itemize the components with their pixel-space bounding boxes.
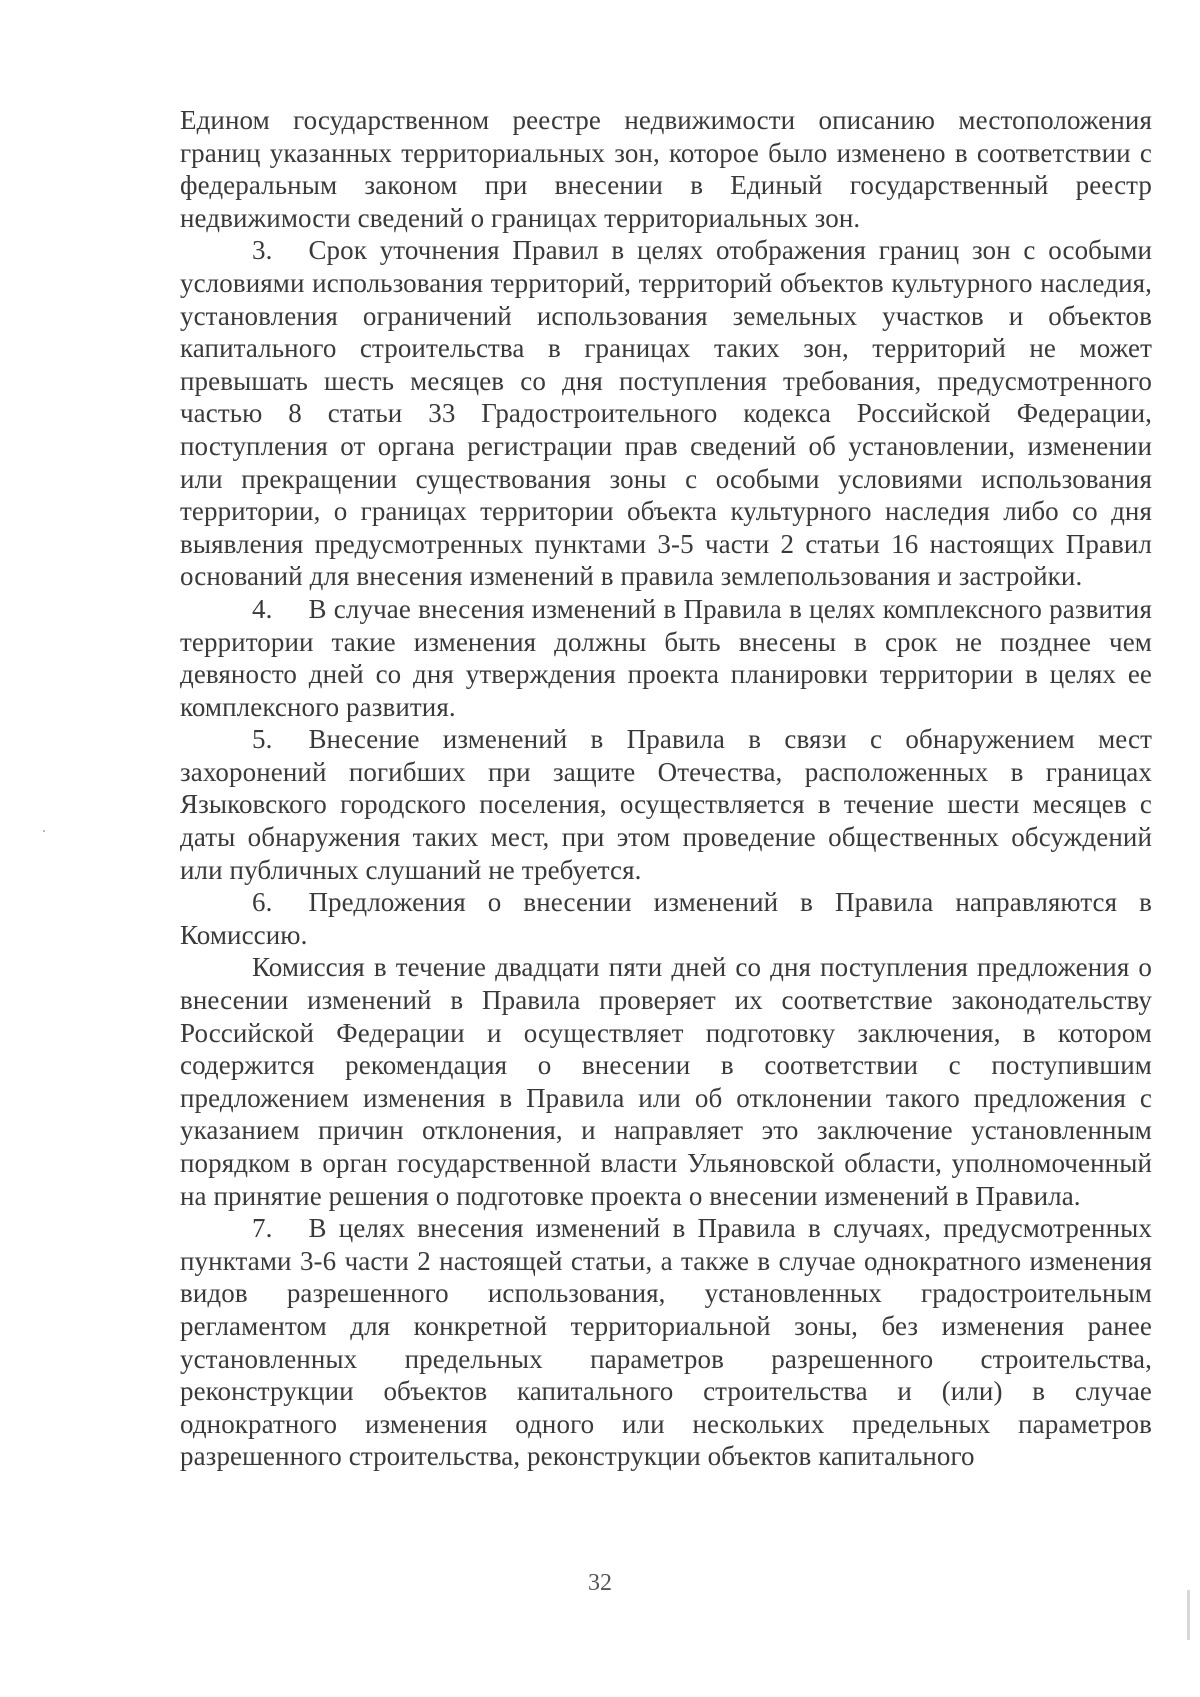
item-number: 5. <box>252 724 273 755</box>
paragraph-continuation <box>180 104 1152 234</box>
paragraph-item-3 <box>180 234 1152 593</box>
document-body <box>180 104 1152 1473</box>
paragraph-item-6 <box>180 886 1152 951</box>
paragraph-text: Срок уточнения Правил в целях отображения границ зон с особыми условиями использования территорий, территорий объектов культурного наследия, установления ограничений использования земельных участков и объектов капитального строительства в границах таких зон, территорий не может превышать шесть месяцев со дня поступления требования, предусмотренного частью 8 статьи 33 Градостроительного кодекса Российской Федерации, поступления от органа регистрации прав сведений об установлении, изменении или прекращении существования зоны с особыми условиями использования территории, о границах территории объекта культурного наследия либо со дня выявления предусмотренных пунктами 3-5 части 2 статьи 16 настоящих Правил оснований для внесения изменений в правила землепользования и застройки. <box>180 235 1152 592</box>
paragraph-commission <box>180 951 1152 1212</box>
paragraph-text: Комиссия в течение двадцати пяти дней со дня поступления предложения о внесении изменений в Правила проверяет их соответствие законодательству Российской Федерации и осуществляет подготовку заключения, в котором содержится рекомендация о внесении в соответствии с поступившим предложением изменения в Правила или об отклонении такого предложения с указанием причин отклонения, и направляет это заключение установленным порядком в орган государственной власти Ульяновской области, уполномоченный на принятие решения о подготовке проекта о внесении изменений в Правила. <box>180 952 1152 1211</box>
paragraph-item-7 <box>180 1212 1152 1473</box>
scan-speck <box>43 830 45 832</box>
paragraph-text: В целях внесения изменений в Правила в случаях, предусмотренных пунктами 3-6 части 2 настоящей статьи, а также в случае однократного изменения видов разрешенного использования, установленных градостроительным регламентом для конкретной территориальной зоны, без изменения ранее установленных предельных параметров разрешенного строительства, реконструкции объектов капитального строительства и (или) в случае однократного изменения одного или нескольких предельных параметров разрешенного строительства, реконструкции объектов капитального <box>180 1213 1152 1472</box>
item-number: 3. <box>252 235 273 266</box>
paragraph-text: Едином государственном реестре недвижимости описанию местоположения границ указанных территориальных зон, которое было изменено в соответствии с федеральным законом при внесении в Единый государственный реестр недвижимости сведений о границах территориальных зон. <box>180 105 1152 233</box>
item-number: 6. <box>252 887 273 918</box>
paragraph-text: Предложения о внесении изменений в Правила направляются в Комиссию. <box>180 887 1152 950</box>
scan-edge-mark <box>1187 1590 1190 1640</box>
paragraph-item-4 <box>180 593 1152 723</box>
paragraph-text: В случае внесения изменений в Правила в целях комплексного развития территории такие изменения должны быть внесены в срок не позднее чем девяносто дней со дня утверждения проекта планировки территории в целях ее комплексного развития. <box>180 593 1152 722</box>
page-number: 32 <box>588 1570 612 1596</box>
item-number: 4. <box>252 593 273 624</box>
item-number: 7. <box>252 1213 273 1244</box>
paragraph-text: Внесение изменений в Правила в связи с обнаружением мест захоронений погибших при защите Отечества, расположенных в границах Языковского городского поселения, осуществляется в течение шести месяцев с даты обнаружения таких мест, при этом проведение общественных обсуждений или публичных слушаний не требуется. <box>180 724 1152 885</box>
paragraph-item-5 <box>180 723 1152 886</box>
